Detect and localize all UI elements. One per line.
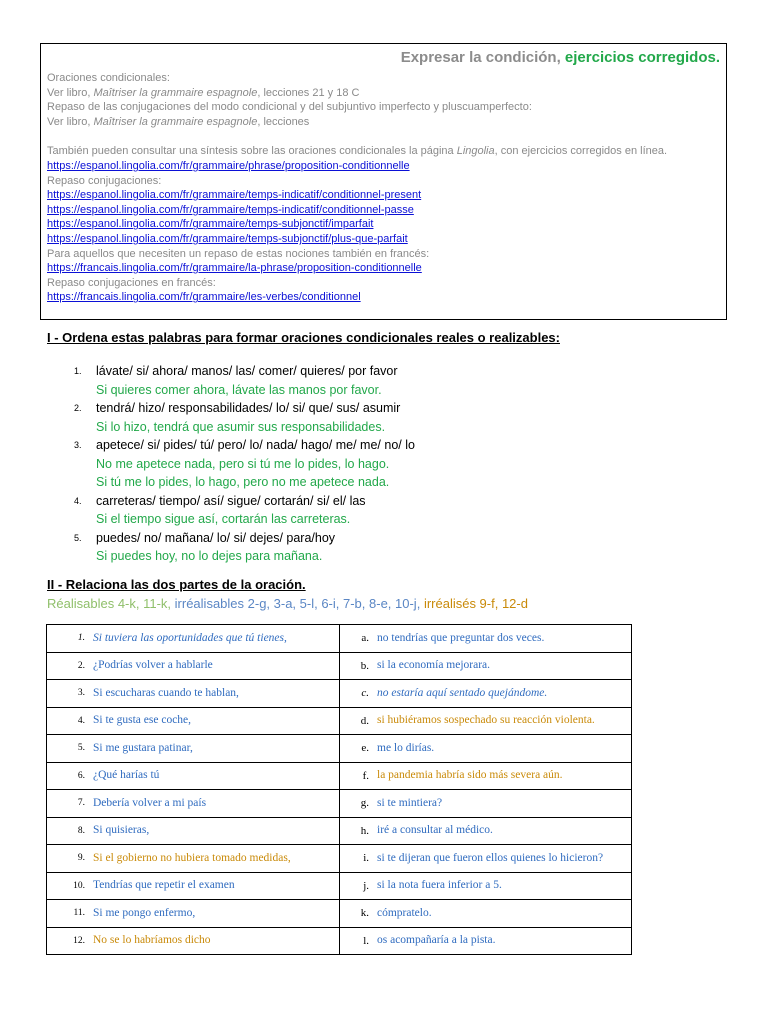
exercise1-list [47,362,707,566]
list-item: 4. carreteras/ tiempo/ así/ sigue/ cortarán/ si/ el/ las Si el tiempo sigue así, cortarán las carreteras. [74,493,366,526]
list-item: 2. tendrá/ hizo/ responsabilidades/ lo/ si/ que/ sus/ asumir Si lo hizo, tendrá que asumir sus responsabilidades. [74,401,401,434]
table-row: 5. Si me gustara patinar, e. me lo dirías. [47,735,632,763]
link-conditionnel-present[interactable]: https://espanol.lingolia.com/fr/grammaire/temps-indicatif/conditionnel-present [47,189,422,202]
list-item: 5. puedes/ no/ mañana/ lo/ si/ dejes/ para/hoy Si puedes hoy, no lo dejes para mañana. [74,530,336,563]
link-subjonctif-imparfait[interactable]: https://espanol.lingolia.com/fr/grammaire/temps-subjonctif/imparfait [47,218,374,231]
matching-table [46,624,632,955]
table-row: 11. Si me pongo enfermo, k. cómpratelo. [47,900,632,928]
list-item: 1. lávate/ si/ ahora/ manos/ las/ comer/ quieres/ por favor Si quieres comer ahora, lávate las manos por favor. [74,364,398,397]
link-francais-proposition[interactable]: https://francais.lingolia.com/fr/grammaire/la-phrase/proposition-conditionnelle [47,262,422,275]
table-row: 1. Si tuviera las oportunidades que tú tienes, a. no tendrías que preguntar dos veces. [47,625,632,653]
answer-key-legend: Réalisables 4-k, 11-k, irréalisables 2-g, 3-a, 5-l, 6-i, 7-b, 8-e, 10-j, irréalisés 9-f, 12-d [47,596,528,611]
page-title: Expresar la condición, ejercicios corregidos. [400,49,720,66]
info-text: Oraciones condicionales: Ver libro, Maîtriser la grammaire espagnole, lecciones 21 y 18 C Repaso de las conjugaciones del modo condicional y del subjuntivo imperfecto y pluscuamperfecto: Ver libro, Maîtriser la grammaire espagnole, lecciones También pueden consultar una síntesis sobre las oraciones condicionales la página Lingolia, con ejercicios corregidos en línea. https://espanol.lingolia.com/fr/grammaire/phrase/proposition-conditionnelle Repaso conjugaciones: https://espanol.lingolia.com/fr/grammaire/temps-indicatif/conditionnel-present https://espanol.lingolia.com/fr/grammaire/temps-indicatif/conditionnel-passe https://espanol.lingolia.com/fr/grammaire/temps-subjonctif/imparfait https://espanol.lingolia.com/fr/grammaire/temps-subjonctif/plus-que-parfait Para aquellos que necesiten un repaso de estas nociones también en francés: https://francais.lingolia.com/fr/grammaire/la-phrase/proposition-conditionnelle Repaso conjugaciones en francés: https://francais.lingolia.com/fr/grammaire/les-verbes/conditionnel [47,72,668,304]
table-row: 2. ¿Podrías volver a hablarle b. si la economía mejorara. [47,652,632,680]
link-conditionnel-passe[interactable]: https://espanol.lingolia.com/fr/grammaire/temps-indicatif/conditionnel-passe [47,203,414,216]
table-row: 3. Si escucharas cuando te hablan, c. no estaría aquí sentado quejándome. [47,680,632,708]
table-row: 10. Tendrías que repetir el examen j. si la nota fuera inferior a 5. [47,872,632,900]
table-row: 9. Si el gobierno no hubiera tomado medidas, i. si te dijeran que fueron ellos quienes lo hicieron? [47,845,632,873]
link-proposition-condicional[interactable]: https://espanol.lingolia.com/fr/grammaire/phrase/proposition-conditionnelle [47,159,410,172]
section2-title: II - Relaciona las dos partes de la oración. [47,577,306,592]
table-row: 8. Si quisieras, h. iré a consultar al médico. [47,817,632,845]
section1-title: I - Ordena estas palabras para formar oraciones condicionales reales o realizables: [47,330,560,345]
table-row: 7. Debería volver a mi país g. si te mintiera? [47,790,632,818]
table-row: 6. ¿Qué harías tú f. la pandemia habría sido más severa aún. [47,762,632,790]
list-item: 3. apetece/ si/ pides/ tú/ pero/ lo/ nada/ hago/ me/ me/ no/ lo No me apetece nada, pero si tú me lo pides, lo hago. Si tú me lo pides, lo hago, pero no me apetece nada. [74,438,415,489]
link-subjonctif-plus-que-parfait[interactable]: https://espanol.lingolia.com/fr/grammaire/temps-subjonctif/plus-que-parfait [47,232,408,245]
link-francais-conditionnel[interactable]: https://francais.lingolia.com/fr/grammaire/les-verbes/conditionnel [47,291,361,304]
table-row: 4. Si te gusta ese coche, d. si hubiéramos sospechado su reacción violenta. [47,707,632,735]
table-row: 12. No se lo habríamos dicho l. os acompañaría a la pista. [47,927,632,955]
info-box [40,43,727,320]
